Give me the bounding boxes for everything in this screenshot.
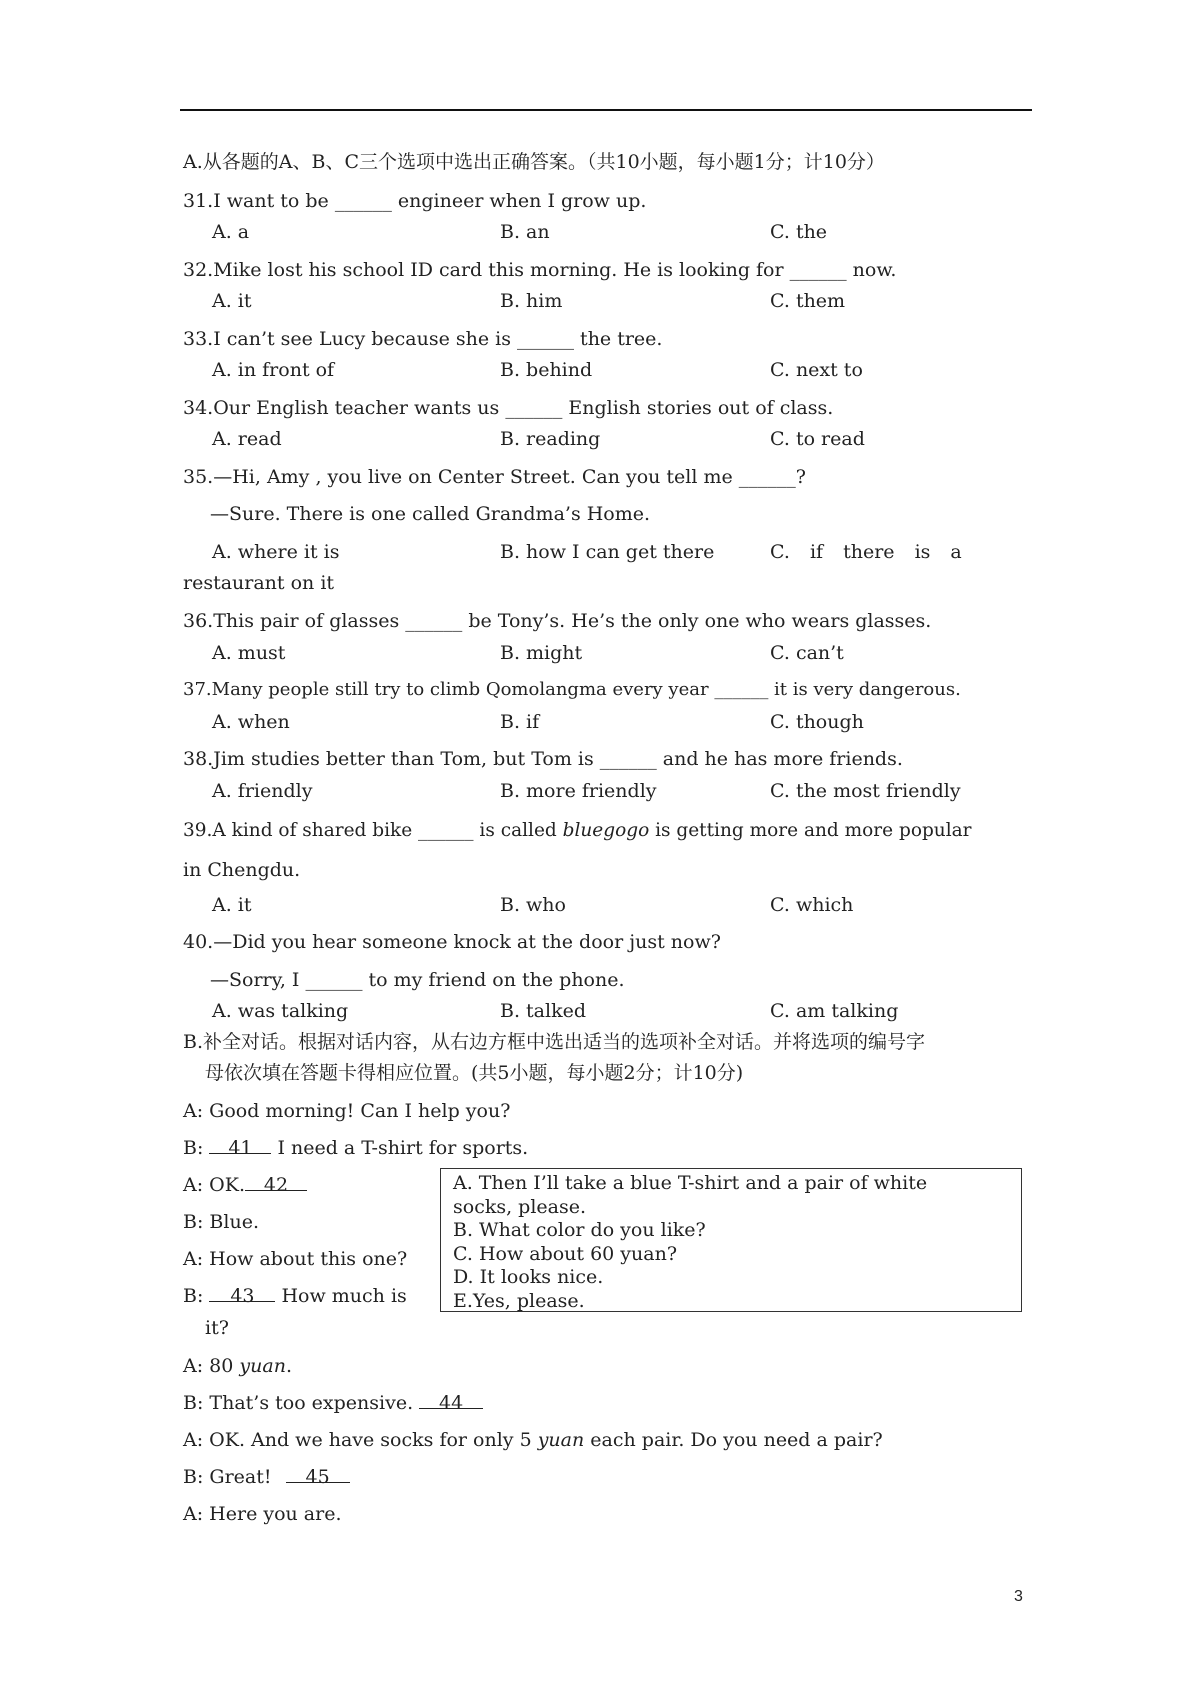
- question-stem: I can’t see Lucy because she is: [213, 328, 518, 350]
- answer-blank: ______: [714, 679, 769, 700]
- answer-blank: ______: [599, 748, 657, 770]
- question-number: 37.: [183, 679, 212, 700]
- option-c: C. though: [770, 711, 864, 733]
- question-33: [183, 326, 662, 352]
- dialogue-text: OK. And we have socks for only 5: [209, 1429, 538, 1451]
- dialogue-text: Great!: [209, 1466, 278, 1488]
- answer-blank: ______: [405, 610, 463, 632]
- question-stem-tail: be Tony’s. He’s the only one who wears glasses.: [462, 610, 932, 632]
- option-a: A. it: [212, 290, 252, 312]
- question-stem: A kind of shared bike: [212, 820, 419, 841]
- option-b: B. who: [500, 894, 566, 916]
- question-stem-tail: ?: [795, 466, 806, 488]
- question-36: [183, 608, 931, 634]
- box-option-b: B. What color do you like?: [453, 1219, 706, 1241]
- answer-blank: ______: [418, 820, 474, 841]
- answer-blank-44: 44: [419, 1390, 483, 1409]
- option-c: C. them: [770, 290, 846, 312]
- dialogue-line-9: [183, 1427, 883, 1453]
- box-option-e: E.Yes, please.: [453, 1289, 585, 1312]
- speaker-label: B:: [183, 1466, 204, 1488]
- dialogue-line-7: [183, 1353, 292, 1379]
- box-option-a: A. Then I’ll take a blue T-shirt and a pair of white: [453, 1172, 928, 1194]
- question-stem-tail: is getting more and more popular: [649, 820, 972, 841]
- answer-blank: ______: [305, 969, 363, 991]
- question-38: [183, 746, 903, 772]
- question-number: 31.: [183, 190, 214, 212]
- option-b: B. how I can get there: [500, 541, 715, 563]
- option-a: A. it: [212, 894, 252, 916]
- option-c-wrap: restaurant on it: [183, 572, 335, 594]
- question-stem: This pair of glasses: [213, 610, 406, 632]
- dialogue-text: That’s too expensive.: [209, 1392, 414, 1414]
- question-stem-tail: engineer when I grow up.: [391, 190, 647, 212]
- question-number: 38.: [183, 748, 214, 770]
- dialogue-text: How about this one?: [209, 1248, 408, 1270]
- option-a: A. where it is: [212, 541, 340, 563]
- question-stem-tail: it is very dangerous.: [768, 679, 961, 700]
- question-stem: Our English teacher wants us: [213, 397, 506, 419]
- dialogue-line-6: [183, 1283, 407, 1309]
- dialogue-text: 80: [209, 1355, 240, 1377]
- question-32: [183, 257, 896, 283]
- option-b: B. if: [500, 711, 540, 733]
- dialogue-line-8: [183, 1390, 483, 1416]
- option-b: B. more friendly: [500, 780, 657, 802]
- question-number: 35.: [183, 466, 214, 488]
- question-34: [183, 395, 833, 421]
- box-option-c: C. How about 60 yuan?: [453, 1242, 678, 1265]
- question-stem: Many people still try to climb Qomolangma every year: [211, 679, 715, 700]
- speaker-label: B:: [183, 1137, 204, 1159]
- answer-blank: ______: [505, 397, 563, 419]
- question-37: [183, 677, 961, 703]
- dialogue-line-10: [183, 1464, 350, 1490]
- dialogue-line-11: [183, 1501, 342, 1527]
- dialogue-line-1: [183, 1098, 510, 1124]
- answer-blank-41: 41: [209, 1135, 271, 1154]
- dialogue-line: [210, 967, 625, 993]
- speaker-label: A:: [183, 1503, 204, 1525]
- speaker-label: A:: [183, 1100, 204, 1122]
- question-number: 39.: [183, 820, 213, 841]
- option-c: C. to read: [770, 428, 865, 450]
- dialogue-text: .: [285, 1355, 292, 1377]
- option-a: A. read: [212, 428, 282, 450]
- answer-blank-43: 43: [209, 1283, 275, 1302]
- option-b: B. him: [500, 290, 563, 312]
- question-number: 32.: [183, 259, 214, 281]
- dialogue-line-5: [183, 1246, 407, 1272]
- question-number: 33.: [183, 328, 214, 350]
- question-stem: —Hi, Amy , you live on Center Street. Can you tell me: [213, 466, 739, 488]
- option-a: A. friendly: [212, 780, 313, 802]
- option-c: C. which: [770, 894, 854, 916]
- option-b: B. behind: [500, 359, 593, 381]
- answer-blank: ______: [738, 466, 796, 488]
- answer-blank: ______: [334, 190, 392, 212]
- option-c: C. if there is a: [770, 541, 962, 563]
- question-35: [183, 464, 806, 490]
- question-40: [183, 929, 721, 955]
- question-39-wrap: in Chengdu.: [183, 859, 301, 881]
- dialogue-text: How much is: [275, 1285, 407, 1307]
- dialogue-line-2: [183, 1135, 528, 1161]
- options-box: [440, 1168, 1022, 1312]
- question-stem-tail: the tree.: [574, 328, 663, 350]
- box-option-a-cont: socks, please.: [453, 1195, 587, 1218]
- dialogue-line-3: [183, 1172, 307, 1198]
- dialogue-text: OK.: [209, 1174, 245, 1196]
- question-number: 40.: [183, 931, 214, 953]
- question-stem-tail: is called: [473, 820, 563, 841]
- brand-name: bluegogo: [562, 820, 650, 841]
- dialogue-text: Here you are.: [209, 1503, 342, 1525]
- option-b: B. might: [500, 642, 583, 664]
- option-a: A. must: [212, 642, 286, 664]
- question-stem-tail: now.: [846, 259, 897, 281]
- header-rule: [180, 109, 1032, 111]
- answer-blank: ______: [517, 328, 575, 350]
- answer-blank-45: 45: [286, 1464, 350, 1483]
- question-number: 36.: [183, 610, 214, 632]
- question-number: 34.: [183, 397, 214, 419]
- speaker-label: A:: [183, 1355, 204, 1377]
- question-stem: I want to be: [213, 190, 335, 212]
- option-a: A. in front of: [212, 359, 335, 381]
- dialogue-text: —Sorry, I: [210, 969, 306, 991]
- option-b: B. talked: [500, 1000, 587, 1022]
- currency-word: yuan: [239, 1355, 286, 1377]
- question-stem-tail: English stories out of class.: [562, 397, 834, 419]
- option-a: A. a: [212, 221, 250, 243]
- page-number: 3: [1014, 1588, 1023, 1605]
- section-b-instruction-cont: 母依次填在答题卡得相应位置。(共5小题，每小题2分；计10分): [205, 1062, 744, 1084]
- dialogue-line-4: [183, 1209, 259, 1235]
- answer-blank-42: 42: [245, 1172, 307, 1191]
- question-31: [183, 188, 646, 214]
- section-a-instruction: A.从各题的A、B、C三个选项中选出正确答案。（共10小题，每小题1分；计10分）: [183, 151, 885, 173]
- box-option-d: D. It looks nice.: [453, 1266, 604, 1288]
- question-stem: —Did you hear someone knock at the door just now?: [213, 931, 721, 953]
- question-stem: Mike lost his school ID card this morning. He is looking for: [213, 259, 790, 281]
- dialogue-wrap: it?: [205, 1317, 229, 1339]
- dialogue-text: to my friend on the phone.: [362, 969, 625, 991]
- speaker-label: B:: [183, 1392, 204, 1414]
- question-stem-tail: and he has more friends.: [656, 748, 903, 770]
- option-c: C. next to: [770, 359, 863, 381]
- question-stem: Jim studies better than Tom, but Tom is: [213, 748, 600, 770]
- option-a: A. when: [212, 711, 290, 733]
- speaker-label: B:: [183, 1285, 204, 1307]
- currency-word: yuan: [537, 1429, 585, 1451]
- section-b-instruction: B.补全对话。根据对话内容，从右边方框中选出适当的选项补全对话。并将选项的编号字: [183, 1031, 926, 1053]
- option-c: C. the most friendly: [770, 780, 961, 802]
- dialogue-text: I need a T-shirt for sports.: [271, 1137, 529, 1159]
- speaker-label: A:: [183, 1429, 204, 1451]
- speaker-label: B:: [183, 1211, 204, 1233]
- option-b: B. reading: [500, 428, 601, 450]
- dialogue-line: —Sure. There is one called Grandma’s Home.: [210, 503, 651, 525]
- dialogue-text: each pair. Do you need a pair?: [584, 1429, 883, 1451]
- question-39: [183, 818, 972, 844]
- option-b: B. an: [500, 221, 550, 243]
- answer-blank: ______: [789, 259, 847, 281]
- option-a: A. was talking: [212, 1000, 349, 1022]
- option-c: C. the: [770, 221, 828, 243]
- speaker-label: A:: [183, 1174, 204, 1196]
- dialogue-text: Blue.: [209, 1211, 259, 1233]
- option-c: C. am talking: [770, 1000, 899, 1022]
- option-c: C. can’t: [770, 642, 844, 664]
- dialogue-text: Good morning! Can I help you?: [209, 1100, 511, 1122]
- speaker-label: A:: [183, 1248, 204, 1270]
